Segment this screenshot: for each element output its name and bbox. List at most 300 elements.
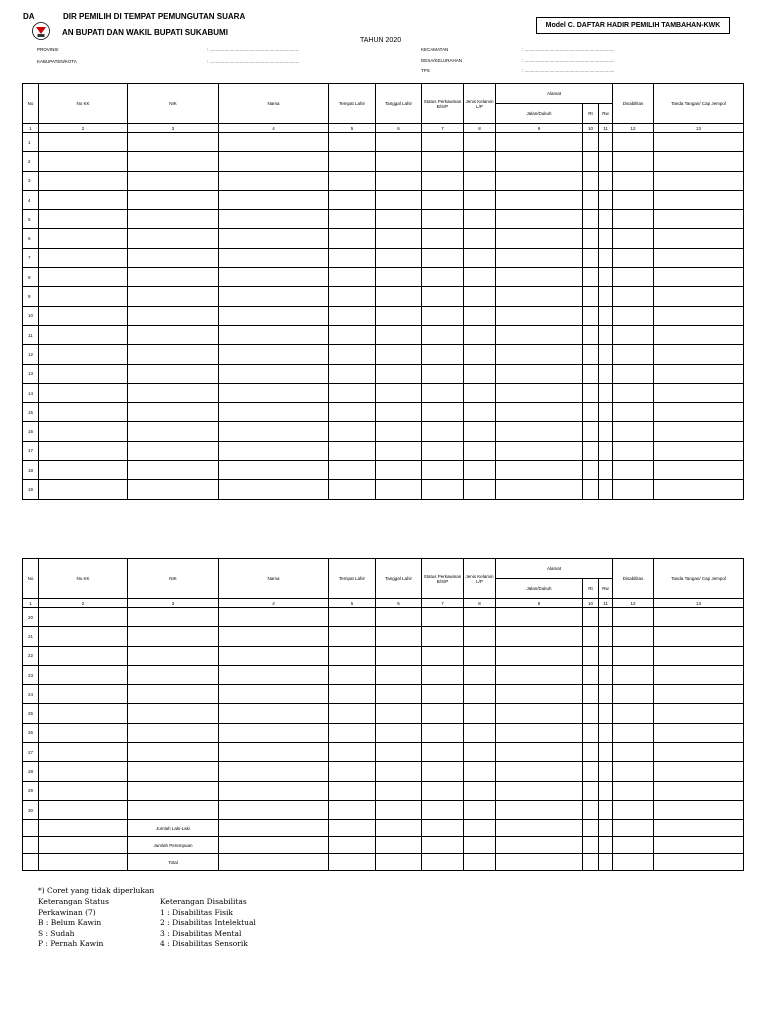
entry-cell[interactable] bbox=[39, 287, 128, 306]
entry-cell[interactable] bbox=[654, 665, 744, 684]
entry-cell[interactable] bbox=[219, 306, 329, 325]
entry-cell[interactable] bbox=[128, 665, 219, 684]
entry-cell[interactable] bbox=[219, 665, 329, 684]
entry-cell[interactable] bbox=[654, 762, 744, 781]
entry-cell[interactable] bbox=[39, 762, 128, 781]
entry-cell[interactable] bbox=[464, 345, 496, 364]
entry-cell[interactable] bbox=[464, 133, 496, 152]
entry-cell[interactable] bbox=[599, 800, 613, 819]
entry-cell[interactable] bbox=[583, 152, 599, 171]
entry-cell[interactable] bbox=[599, 190, 613, 209]
entry-cell[interactable] bbox=[583, 229, 599, 248]
entry-cell[interactable] bbox=[654, 171, 744, 190]
entry-cell[interactable] bbox=[39, 248, 128, 267]
entry-cell[interactable] bbox=[654, 627, 744, 646]
entry-cell[interactable] bbox=[599, 608, 613, 627]
entry-cell[interactable] bbox=[219, 723, 329, 742]
entry-cell[interactable] bbox=[496, 781, 583, 800]
entry-cell[interactable] bbox=[613, 325, 654, 344]
entry-cell[interactable] bbox=[464, 190, 496, 209]
entry-cell[interactable] bbox=[496, 665, 583, 684]
entry-cell[interactable] bbox=[329, 248, 376, 267]
entry-cell[interactable] bbox=[128, 800, 219, 819]
entry-cell[interactable] bbox=[654, 704, 744, 723]
entry-cell[interactable] bbox=[39, 403, 128, 422]
entry-cell[interactable] bbox=[599, 229, 613, 248]
entry-cell[interactable] bbox=[128, 480, 219, 499]
entry-cell[interactable] bbox=[39, 685, 128, 704]
entry-cell[interactable] bbox=[599, 325, 613, 344]
entry-cell[interactable] bbox=[128, 685, 219, 704]
entry-cell[interactable] bbox=[128, 152, 219, 171]
entry-cell[interactable] bbox=[376, 781, 422, 800]
entry-cell[interactable] bbox=[39, 306, 128, 325]
entry-cell[interactable] bbox=[376, 723, 422, 742]
entry-cell[interactable] bbox=[329, 190, 376, 209]
entry-cell[interactable] bbox=[219, 781, 329, 800]
entry-cell[interactable] bbox=[219, 800, 329, 819]
entry-cell[interactable] bbox=[329, 171, 376, 190]
entry-cell[interactable] bbox=[219, 383, 329, 402]
entry-cell[interactable] bbox=[422, 268, 464, 287]
entry-cell[interactable] bbox=[39, 152, 128, 171]
entry-cell[interactable] bbox=[376, 685, 422, 704]
entry-cell[interactable] bbox=[219, 762, 329, 781]
entry-cell[interactable] bbox=[613, 743, 654, 762]
entry-cell[interactable] bbox=[654, 781, 744, 800]
entry-cell[interactable] bbox=[219, 480, 329, 499]
entry-cell[interactable] bbox=[599, 781, 613, 800]
entry-cell[interactable] bbox=[496, 325, 583, 344]
entry-cell[interactable] bbox=[376, 627, 422, 646]
entry-cell[interactable] bbox=[496, 800, 583, 819]
entry-cell[interactable] bbox=[583, 403, 599, 422]
entry-cell[interactable] bbox=[422, 306, 464, 325]
entry-cell[interactable] bbox=[654, 383, 744, 402]
entry-cell[interactable] bbox=[583, 441, 599, 460]
entry-cell[interactable] bbox=[329, 268, 376, 287]
entry-cell[interactable] bbox=[599, 268, 613, 287]
entry-cell[interactable] bbox=[329, 345, 376, 364]
entry-cell[interactable] bbox=[219, 704, 329, 723]
entry-cell[interactable] bbox=[422, 627, 464, 646]
entry-cell[interactable] bbox=[219, 403, 329, 422]
entry-cell[interactable] bbox=[376, 461, 422, 480]
entry-cell[interactable] bbox=[496, 152, 583, 171]
entry-cell[interactable] bbox=[376, 190, 422, 209]
entry-cell[interactable] bbox=[613, 800, 654, 819]
entry-cell[interactable] bbox=[128, 762, 219, 781]
entry-cell[interactable] bbox=[654, 210, 744, 229]
entry-cell[interactable] bbox=[128, 171, 219, 190]
entry-cell[interactable] bbox=[376, 422, 422, 441]
entry-cell[interactable] bbox=[422, 152, 464, 171]
entry-cell[interactable] bbox=[329, 210, 376, 229]
entry-cell[interactable] bbox=[329, 646, 376, 665]
entry-cell[interactable] bbox=[376, 268, 422, 287]
entry-cell[interactable] bbox=[654, 133, 744, 152]
entry-cell[interactable] bbox=[376, 403, 422, 422]
entry-cell[interactable] bbox=[496, 685, 583, 704]
entry-cell[interactable] bbox=[39, 133, 128, 152]
entry-cell[interactable] bbox=[464, 287, 496, 306]
entry-cell[interactable] bbox=[496, 627, 583, 646]
entry-cell[interactable] bbox=[464, 627, 496, 646]
entry-cell[interactable] bbox=[329, 133, 376, 152]
entry-cell[interactable] bbox=[654, 685, 744, 704]
entry-cell[interactable] bbox=[654, 743, 744, 762]
entry-cell[interactable] bbox=[219, 608, 329, 627]
entry-cell[interactable] bbox=[496, 646, 583, 665]
entry-cell[interactable] bbox=[613, 608, 654, 627]
entry-cell[interactable] bbox=[422, 441, 464, 460]
entry-cell[interactable] bbox=[219, 743, 329, 762]
entry-cell[interactable] bbox=[496, 190, 583, 209]
entry-cell[interactable] bbox=[583, 383, 599, 402]
field-desa-value[interactable]: : ........................................................................ bbox=[522, 58, 615, 63]
entry-cell[interactable] bbox=[128, 248, 219, 267]
entry-cell[interactable] bbox=[464, 461, 496, 480]
entry-cell[interactable] bbox=[128, 210, 219, 229]
field-kabupaten-value[interactable]: : ........................................................................ bbox=[207, 59, 300, 64]
entry-cell[interactable] bbox=[613, 306, 654, 325]
entry-cell[interactable] bbox=[464, 210, 496, 229]
entry-cell[interactable] bbox=[464, 383, 496, 402]
entry-cell[interactable] bbox=[654, 248, 744, 267]
entry-cell[interactable] bbox=[329, 480, 376, 499]
entry-cell[interactable] bbox=[329, 762, 376, 781]
entry-cell[interactable] bbox=[376, 152, 422, 171]
entry-cell[interactable] bbox=[654, 229, 744, 248]
entry-cell[interactable] bbox=[496, 461, 583, 480]
entry-cell[interactable] bbox=[599, 171, 613, 190]
entry-cell[interactable] bbox=[422, 743, 464, 762]
entry-cell[interactable] bbox=[329, 685, 376, 704]
entry-cell[interactable] bbox=[219, 171, 329, 190]
entry-cell[interactable] bbox=[128, 627, 219, 646]
entry-cell[interactable] bbox=[464, 171, 496, 190]
entry-cell[interactable] bbox=[329, 306, 376, 325]
entry-cell[interactable] bbox=[599, 441, 613, 460]
entry-cell[interactable] bbox=[583, 190, 599, 209]
entry-cell[interactable] bbox=[599, 133, 613, 152]
entry-cell[interactable] bbox=[39, 171, 128, 190]
entry-cell[interactable] bbox=[39, 210, 128, 229]
entry-cell[interactable] bbox=[128, 287, 219, 306]
entry-cell[interactable] bbox=[654, 190, 744, 209]
entry-cell[interactable] bbox=[422, 325, 464, 344]
entry-cell[interactable] bbox=[583, 171, 599, 190]
entry-cell[interactable] bbox=[329, 287, 376, 306]
entry-cell[interactable] bbox=[128, 364, 219, 383]
entry-cell[interactable] bbox=[599, 723, 613, 742]
entry-cell[interactable] bbox=[583, 646, 599, 665]
entry-cell[interactable] bbox=[496, 287, 583, 306]
entry-cell[interactable] bbox=[599, 152, 613, 171]
entry-cell[interactable] bbox=[583, 345, 599, 364]
entry-cell[interactable] bbox=[422, 646, 464, 665]
entry-cell[interactable] bbox=[422, 171, 464, 190]
entry-cell[interactable] bbox=[219, 229, 329, 248]
entry-cell[interactable] bbox=[128, 743, 219, 762]
entry-cell[interactable] bbox=[496, 210, 583, 229]
entry-cell[interactable] bbox=[654, 480, 744, 499]
entry-cell[interactable] bbox=[376, 383, 422, 402]
entry-cell[interactable] bbox=[219, 248, 329, 267]
entry-cell[interactable] bbox=[613, 383, 654, 402]
entry-cell[interactable] bbox=[39, 268, 128, 287]
entry-cell[interactable] bbox=[39, 800, 128, 819]
entry-cell[interactable] bbox=[464, 364, 496, 383]
entry-cell[interactable] bbox=[329, 704, 376, 723]
entry-cell[interactable] bbox=[219, 646, 329, 665]
entry-cell[interactable] bbox=[329, 403, 376, 422]
entry-cell[interactable] bbox=[654, 152, 744, 171]
entry-cell[interactable] bbox=[599, 704, 613, 723]
entry-cell[interactable] bbox=[329, 152, 376, 171]
entry-cell[interactable] bbox=[654, 800, 744, 819]
entry-cell[interactable] bbox=[376, 171, 422, 190]
entry-cell[interactable] bbox=[464, 608, 496, 627]
entry-cell[interactable] bbox=[128, 781, 219, 800]
entry-cell[interactable] bbox=[128, 190, 219, 209]
entry-cell[interactable] bbox=[583, 743, 599, 762]
entry-cell[interactable] bbox=[654, 441, 744, 460]
entry-cell[interactable] bbox=[422, 685, 464, 704]
entry-cell[interactable] bbox=[613, 210, 654, 229]
entry-cell[interactable] bbox=[128, 608, 219, 627]
field-provinsi-value[interactable]: : ........................................................................ bbox=[207, 47, 300, 52]
entry-cell[interactable] bbox=[654, 268, 744, 287]
entry-cell[interactable] bbox=[613, 441, 654, 460]
entry-cell[interactable] bbox=[496, 345, 583, 364]
entry-cell[interactable] bbox=[496, 743, 583, 762]
entry-cell[interactable] bbox=[422, 345, 464, 364]
entry-cell[interactable] bbox=[219, 190, 329, 209]
entry-cell[interactable] bbox=[464, 723, 496, 742]
entry-cell[interactable] bbox=[128, 325, 219, 344]
entry-cell[interactable] bbox=[128, 268, 219, 287]
entry-cell[interactable] bbox=[376, 364, 422, 383]
entry-cell[interactable] bbox=[464, 781, 496, 800]
entry-cell[interactable] bbox=[599, 480, 613, 499]
entry-cell[interactable] bbox=[39, 723, 128, 742]
entry-cell[interactable] bbox=[219, 461, 329, 480]
entry-cell[interactable] bbox=[422, 781, 464, 800]
entry-cell[interactable] bbox=[128, 704, 219, 723]
entry-cell[interactable] bbox=[613, 152, 654, 171]
entry-cell[interactable] bbox=[128, 306, 219, 325]
entry-cell[interactable] bbox=[422, 762, 464, 781]
entry-cell[interactable] bbox=[376, 762, 422, 781]
entry-cell[interactable] bbox=[599, 762, 613, 781]
entry-cell[interactable] bbox=[583, 608, 599, 627]
entry-cell[interactable] bbox=[39, 441, 128, 460]
entry-cell[interactable] bbox=[219, 685, 329, 704]
entry-cell[interactable] bbox=[599, 461, 613, 480]
entry-cell[interactable] bbox=[39, 383, 128, 402]
entry-cell[interactable] bbox=[613, 268, 654, 287]
entry-cell[interactable] bbox=[376, 480, 422, 499]
entry-cell[interactable] bbox=[39, 704, 128, 723]
entry-cell[interactable] bbox=[496, 422, 583, 441]
entry-cell[interactable] bbox=[39, 646, 128, 665]
entry-cell[interactable] bbox=[496, 306, 583, 325]
entry-cell[interactable] bbox=[464, 152, 496, 171]
entry-cell[interactable] bbox=[496, 723, 583, 742]
entry-cell[interactable] bbox=[599, 306, 613, 325]
entry-cell[interactable] bbox=[583, 685, 599, 704]
entry-cell[interactable] bbox=[464, 704, 496, 723]
entry-cell[interactable] bbox=[329, 325, 376, 344]
entry-cell[interactable] bbox=[376, 248, 422, 267]
entry-cell[interactable] bbox=[654, 608, 744, 627]
entry-cell[interactable] bbox=[376, 704, 422, 723]
entry-cell[interactable] bbox=[613, 704, 654, 723]
entry-cell[interactable] bbox=[219, 152, 329, 171]
entry-cell[interactable] bbox=[128, 229, 219, 248]
entry-cell[interactable] bbox=[376, 800, 422, 819]
entry-cell[interactable] bbox=[219, 627, 329, 646]
entry-cell[interactable] bbox=[464, 268, 496, 287]
entry-cell[interactable] bbox=[329, 723, 376, 742]
entry-cell[interactable] bbox=[329, 608, 376, 627]
entry-cell[interactable] bbox=[599, 422, 613, 441]
entry-cell[interactable] bbox=[219, 325, 329, 344]
entry-cell[interactable] bbox=[329, 665, 376, 684]
entry-cell[interactable] bbox=[613, 133, 654, 152]
entry-cell[interactable] bbox=[599, 383, 613, 402]
entry-cell[interactable] bbox=[464, 685, 496, 704]
entry-cell[interactable] bbox=[464, 800, 496, 819]
entry-cell[interactable] bbox=[39, 345, 128, 364]
entry-cell[interactable] bbox=[583, 287, 599, 306]
entry-cell[interactable] bbox=[422, 383, 464, 402]
entry-cell[interactable] bbox=[583, 627, 599, 646]
entry-cell[interactable] bbox=[654, 306, 744, 325]
entry-cell[interactable] bbox=[422, 248, 464, 267]
entry-cell[interactable] bbox=[422, 190, 464, 209]
entry-cell[interactable] bbox=[583, 704, 599, 723]
entry-cell[interactable] bbox=[329, 422, 376, 441]
entry-cell[interactable] bbox=[613, 665, 654, 684]
entry-cell[interactable] bbox=[496, 480, 583, 499]
entry-cell[interactable] bbox=[613, 345, 654, 364]
entry-cell[interactable] bbox=[464, 306, 496, 325]
entry-cell[interactable] bbox=[583, 665, 599, 684]
entry-cell[interactable] bbox=[128, 383, 219, 402]
entry-cell[interactable] bbox=[39, 364, 128, 383]
entry-cell[interactable] bbox=[496, 171, 583, 190]
entry-cell[interactable] bbox=[599, 345, 613, 364]
entry-cell[interactable] bbox=[599, 364, 613, 383]
entry-cell[interactable] bbox=[583, 210, 599, 229]
entry-cell[interactable] bbox=[496, 229, 583, 248]
entry-cell[interactable] bbox=[376, 229, 422, 248]
jumlah-perempuan-value[interactable] bbox=[219, 837, 329, 854]
entry-cell[interactable] bbox=[376, 210, 422, 229]
entry-cell[interactable] bbox=[496, 403, 583, 422]
entry-cell[interactable] bbox=[39, 190, 128, 209]
entry-cell[interactable] bbox=[422, 800, 464, 819]
entry-cell[interactable] bbox=[583, 364, 599, 383]
entry-cell[interactable] bbox=[329, 364, 376, 383]
entry-cell[interactable] bbox=[613, 627, 654, 646]
entry-cell[interactable] bbox=[219, 364, 329, 383]
entry-cell[interactable] bbox=[329, 383, 376, 402]
entry-cell[interactable] bbox=[613, 461, 654, 480]
entry-cell[interactable] bbox=[583, 325, 599, 344]
entry-cell[interactable] bbox=[376, 345, 422, 364]
entry-cell[interactable] bbox=[654, 403, 744, 422]
entry-cell[interactable] bbox=[422, 229, 464, 248]
entry-cell[interactable] bbox=[496, 133, 583, 152]
entry-cell[interactable] bbox=[39, 781, 128, 800]
entry-cell[interactable] bbox=[613, 646, 654, 665]
entry-cell[interactable] bbox=[422, 133, 464, 152]
entry-cell[interactable] bbox=[422, 287, 464, 306]
entry-cell[interactable] bbox=[128, 345, 219, 364]
entry-cell[interactable] bbox=[376, 665, 422, 684]
entry-cell[interactable] bbox=[599, 646, 613, 665]
entry-cell[interactable] bbox=[496, 364, 583, 383]
entry-cell[interactable] bbox=[39, 461, 128, 480]
entry-cell[interactable] bbox=[39, 608, 128, 627]
entry-cell[interactable] bbox=[464, 762, 496, 781]
entry-cell[interactable] bbox=[422, 723, 464, 742]
entry-cell[interactable] bbox=[599, 210, 613, 229]
entry-cell[interactable] bbox=[464, 480, 496, 499]
entry-cell[interactable] bbox=[128, 403, 219, 422]
entry-cell[interactable] bbox=[219, 268, 329, 287]
entry-cell[interactable] bbox=[654, 364, 744, 383]
total-value[interactable] bbox=[219, 854, 329, 871]
entry-cell[interactable] bbox=[128, 422, 219, 441]
entry-cell[interactable] bbox=[583, 461, 599, 480]
entry-cell[interactable] bbox=[39, 229, 128, 248]
entry-cell[interactable] bbox=[329, 800, 376, 819]
entry-cell[interactable] bbox=[583, 480, 599, 499]
entry-cell[interactable] bbox=[599, 685, 613, 704]
entry-cell[interactable] bbox=[422, 403, 464, 422]
entry-cell[interactable] bbox=[422, 210, 464, 229]
entry-cell[interactable] bbox=[654, 422, 744, 441]
entry-cell[interactable] bbox=[496, 268, 583, 287]
entry-cell[interactable] bbox=[128, 723, 219, 742]
entry-cell[interactable] bbox=[422, 665, 464, 684]
entry-cell[interactable] bbox=[329, 229, 376, 248]
entry-cell[interactable] bbox=[376, 646, 422, 665]
entry-cell[interactable] bbox=[613, 422, 654, 441]
entry-cell[interactable] bbox=[464, 743, 496, 762]
entry-cell[interactable] bbox=[219, 210, 329, 229]
entry-cell[interactable] bbox=[496, 383, 583, 402]
entry-cell[interactable] bbox=[329, 627, 376, 646]
entry-cell[interactable] bbox=[329, 781, 376, 800]
entry-cell[interactable] bbox=[422, 608, 464, 627]
entry-cell[interactable] bbox=[464, 441, 496, 460]
entry-cell[interactable] bbox=[376, 306, 422, 325]
entry-cell[interactable] bbox=[613, 248, 654, 267]
entry-cell[interactable] bbox=[329, 743, 376, 762]
entry-cell[interactable] bbox=[583, 133, 599, 152]
entry-cell[interactable] bbox=[376, 287, 422, 306]
entry-cell[interactable] bbox=[464, 403, 496, 422]
entry-cell[interactable] bbox=[422, 422, 464, 441]
entry-cell[interactable] bbox=[39, 422, 128, 441]
entry-cell[interactable] bbox=[599, 627, 613, 646]
entry-cell[interactable] bbox=[422, 364, 464, 383]
